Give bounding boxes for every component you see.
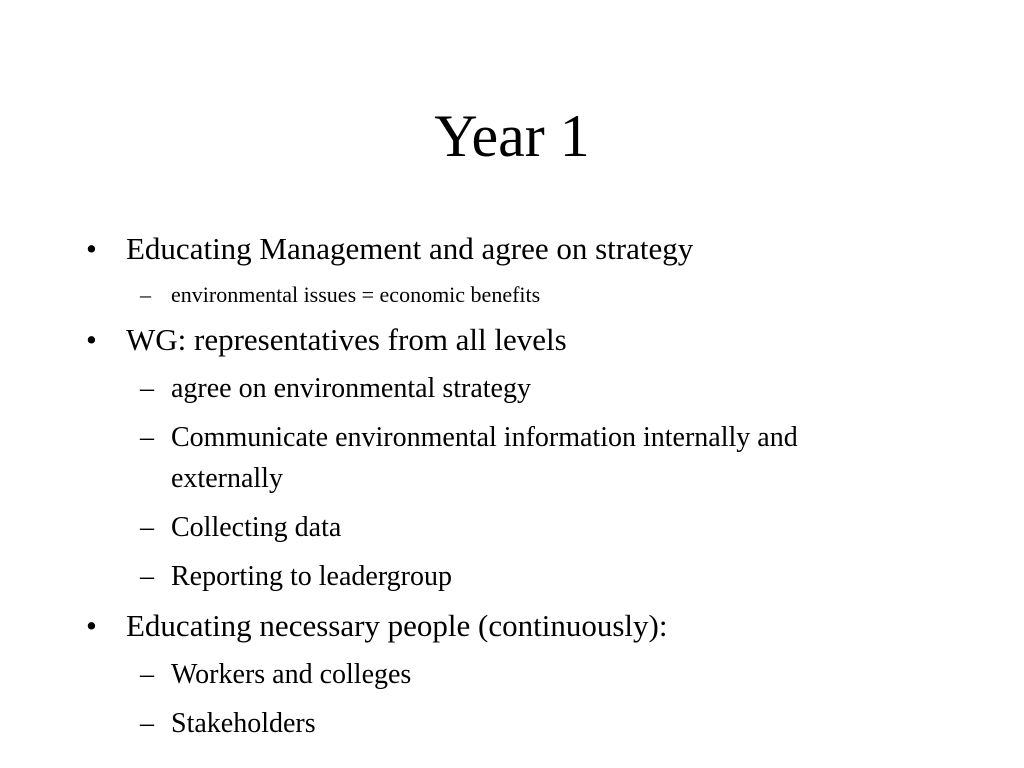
sub-bullet-item: Collecting data	[171, 512, 342, 543]
sub-bullet-item: Workers and colleges	[171, 659, 412, 690]
bullet-item: WG: representatives from all levels	[126, 322, 567, 357]
sub-bullet-item: Reporting to leadergroup	[171, 561, 452, 592]
dash-marker: –	[140, 561, 154, 592]
dash-marker: –	[140, 708, 154, 739]
sub-bullet-item: Stakeholders	[171, 708, 316, 739]
dash-marker: –	[140, 659, 154, 690]
sub-bullet-item: agree on environmental strategy	[171, 373, 531, 404]
sub-bullet-item: environmental issues = economic benefits	[171, 282, 541, 307]
bullet-marker: •	[86, 322, 97, 357]
bullet-marker: •	[86, 608, 97, 643]
sub-bullet-item-continuation: externally	[171, 463, 283, 494]
dash-marker: –	[140, 373, 154, 404]
bullet-marker: •	[86, 231, 97, 266]
dash-marker: –	[140, 422, 154, 453]
dash-marker: –	[140, 282, 151, 307]
dash-marker: –	[140, 512, 154, 543]
slide-title: Year 1	[434, 103, 590, 169]
sub-bullet-item: Communicate environmental information internally and	[171, 422, 798, 453]
bullet-item: Educating necessary people (continuously):	[126, 608, 668, 643]
bullet-item: Educating Management and agree on strategy	[126, 231, 694, 266]
